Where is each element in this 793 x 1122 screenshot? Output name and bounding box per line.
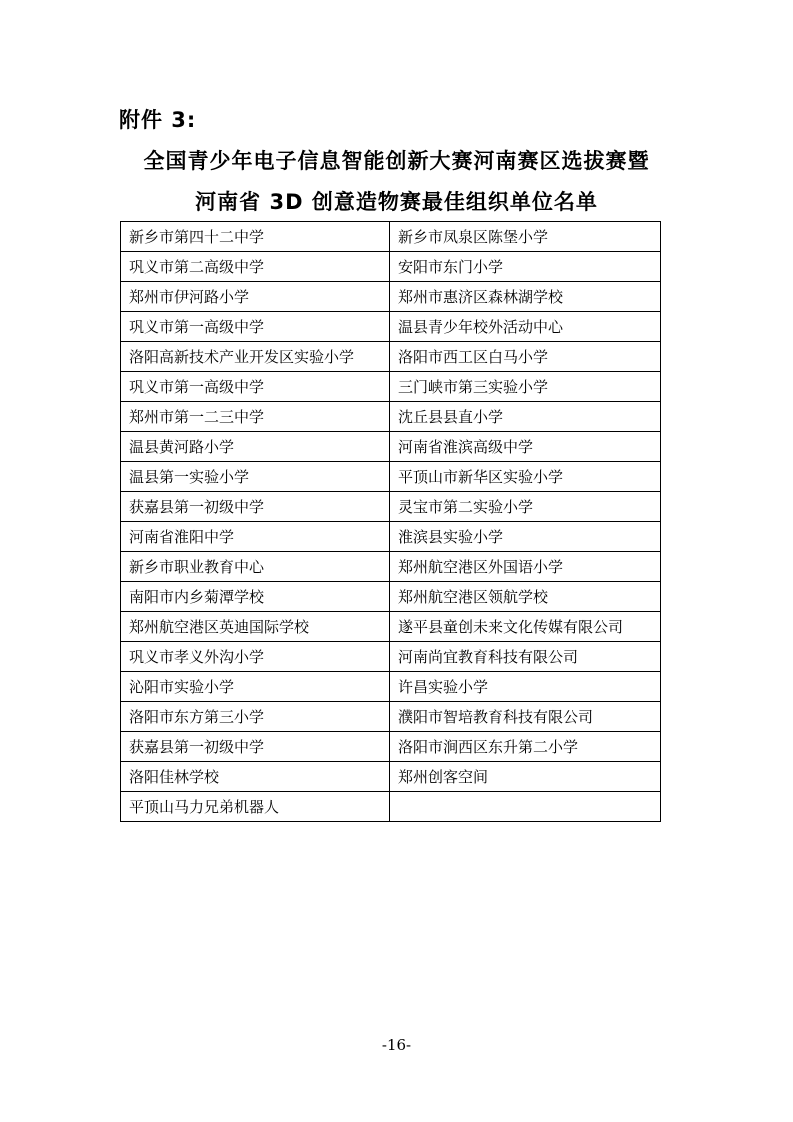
- document-title-line-2: 河南省 3D 创意造物赛最佳组织单位名单: [195, 190, 598, 214]
- table-row: [121, 312, 661, 342]
- table-row: [121, 582, 661, 612]
- organization-cell-left: 巩义市第一高级中学: [121, 312, 390, 342]
- organization-cell-left: 新乡市第四十二中学: [121, 222, 390, 252]
- table-row: [121, 462, 661, 492]
- organization-cell-left: 洛阳高新技术产业开发区实验小学: [121, 342, 390, 372]
- organization-cell-right: 濮阳市智培教育科技有限公司: [390, 702, 661, 732]
- organization-cell-right: 洛阳市涧西区东升第二小学: [390, 732, 661, 762]
- organization-cell-right: [390, 792, 661, 822]
- table-row: [121, 612, 661, 642]
- attachment-label: 附件 3:: [119, 108, 197, 132]
- organization-cell-right: 灵宝市第二实验小学: [390, 492, 661, 522]
- table-row: [121, 342, 661, 372]
- organization-cell-right: 遂平县童创未来文化传媒有限公司: [390, 612, 661, 642]
- organization-cell-right: 温县青少年校外活动中心: [390, 312, 661, 342]
- organization-cell-right: 沈丘县县直小学: [390, 402, 661, 432]
- organization-cell-left: 新乡市职业教育中心: [121, 552, 390, 582]
- organization-cell-left: 沁阳市实验小学: [121, 672, 390, 702]
- table-row: [121, 282, 661, 312]
- organization-cell-left: 洛阳佳林学校: [121, 762, 390, 792]
- organization-cell-right: 平顶山市新华区实验小学: [390, 462, 661, 492]
- organization-cell-left: 巩义市第二高级中学: [121, 252, 390, 282]
- organization-cell-left: 郑州市第一二三中学: [121, 402, 390, 432]
- table-row: [121, 492, 661, 522]
- organization-cell-right: 河南省淮滨高级中学: [390, 432, 661, 462]
- organization-cell-right: 郑州航空港区外国语小学: [390, 552, 661, 582]
- organization-cell-right: 新乡市凤泉区陈堡小学: [390, 222, 661, 252]
- organization-cell-right: 洛阳市西工区白马小学: [390, 342, 661, 372]
- organization-cell-left: 洛阳市东方第三小学: [121, 702, 390, 732]
- organization-cell-left: 河南省淮阳中学: [121, 522, 390, 552]
- organization-cell-right: 淮滨县实验小学: [390, 522, 661, 552]
- organization-cell-right: 郑州航空港区领航学校: [390, 582, 661, 612]
- table-row: [121, 642, 661, 672]
- organization-table: [120, 221, 661, 822]
- document-title-line-1: 全国青少年电子信息智能创新大赛河南赛区选拔赛暨: [143, 149, 650, 173]
- organization-cell-left: 温县第一实验小学: [121, 462, 390, 492]
- organization-cell-right: 安阳市东门小学: [390, 252, 661, 282]
- organization-cell-left: 获嘉县第一初级中学: [121, 492, 390, 522]
- organization-cell-right: 许昌实验小学: [390, 672, 661, 702]
- table-row: [121, 522, 661, 552]
- organization-cell-right: 河南尚宜教育科技有限公司: [390, 642, 661, 672]
- organization-cell-left: 温县黄河路小学: [121, 432, 390, 462]
- table-row: [121, 792, 661, 822]
- table-row: [121, 432, 661, 462]
- table-row: [121, 402, 661, 432]
- organization-table-body: [121, 222, 661, 822]
- table-row: [121, 222, 661, 252]
- organization-cell-right: 三门峡市第三实验小学: [390, 372, 661, 402]
- table-row: [121, 252, 661, 282]
- organization-cell-left: 巩义市第一高级中学: [121, 372, 390, 402]
- table-row: [121, 762, 661, 792]
- table-row: [121, 702, 661, 732]
- organization-cell-left: 巩义市孝义外沟小学: [121, 642, 390, 672]
- organization-cell-right: 郑州创客空间: [390, 762, 661, 792]
- table-row: [121, 732, 661, 762]
- organization-cell-left: 南阳市内乡菊潭学校: [121, 582, 390, 612]
- organization-cell-left: 郑州市伊河路小学: [121, 282, 390, 312]
- organization-cell-left: 获嘉县第一初级中学: [121, 732, 390, 762]
- table-row: [121, 552, 661, 582]
- page-number: -16-: [381, 1036, 412, 1054]
- table-row: [121, 672, 661, 702]
- organization-cell-left: 郑州航空港区英迪国际学校: [121, 612, 390, 642]
- table-row: [121, 372, 661, 402]
- organization-cell-right: 郑州市惠济区森林湖学校: [390, 282, 661, 312]
- organization-cell-left: 平顶山马力兄弟机器人: [121, 792, 390, 822]
